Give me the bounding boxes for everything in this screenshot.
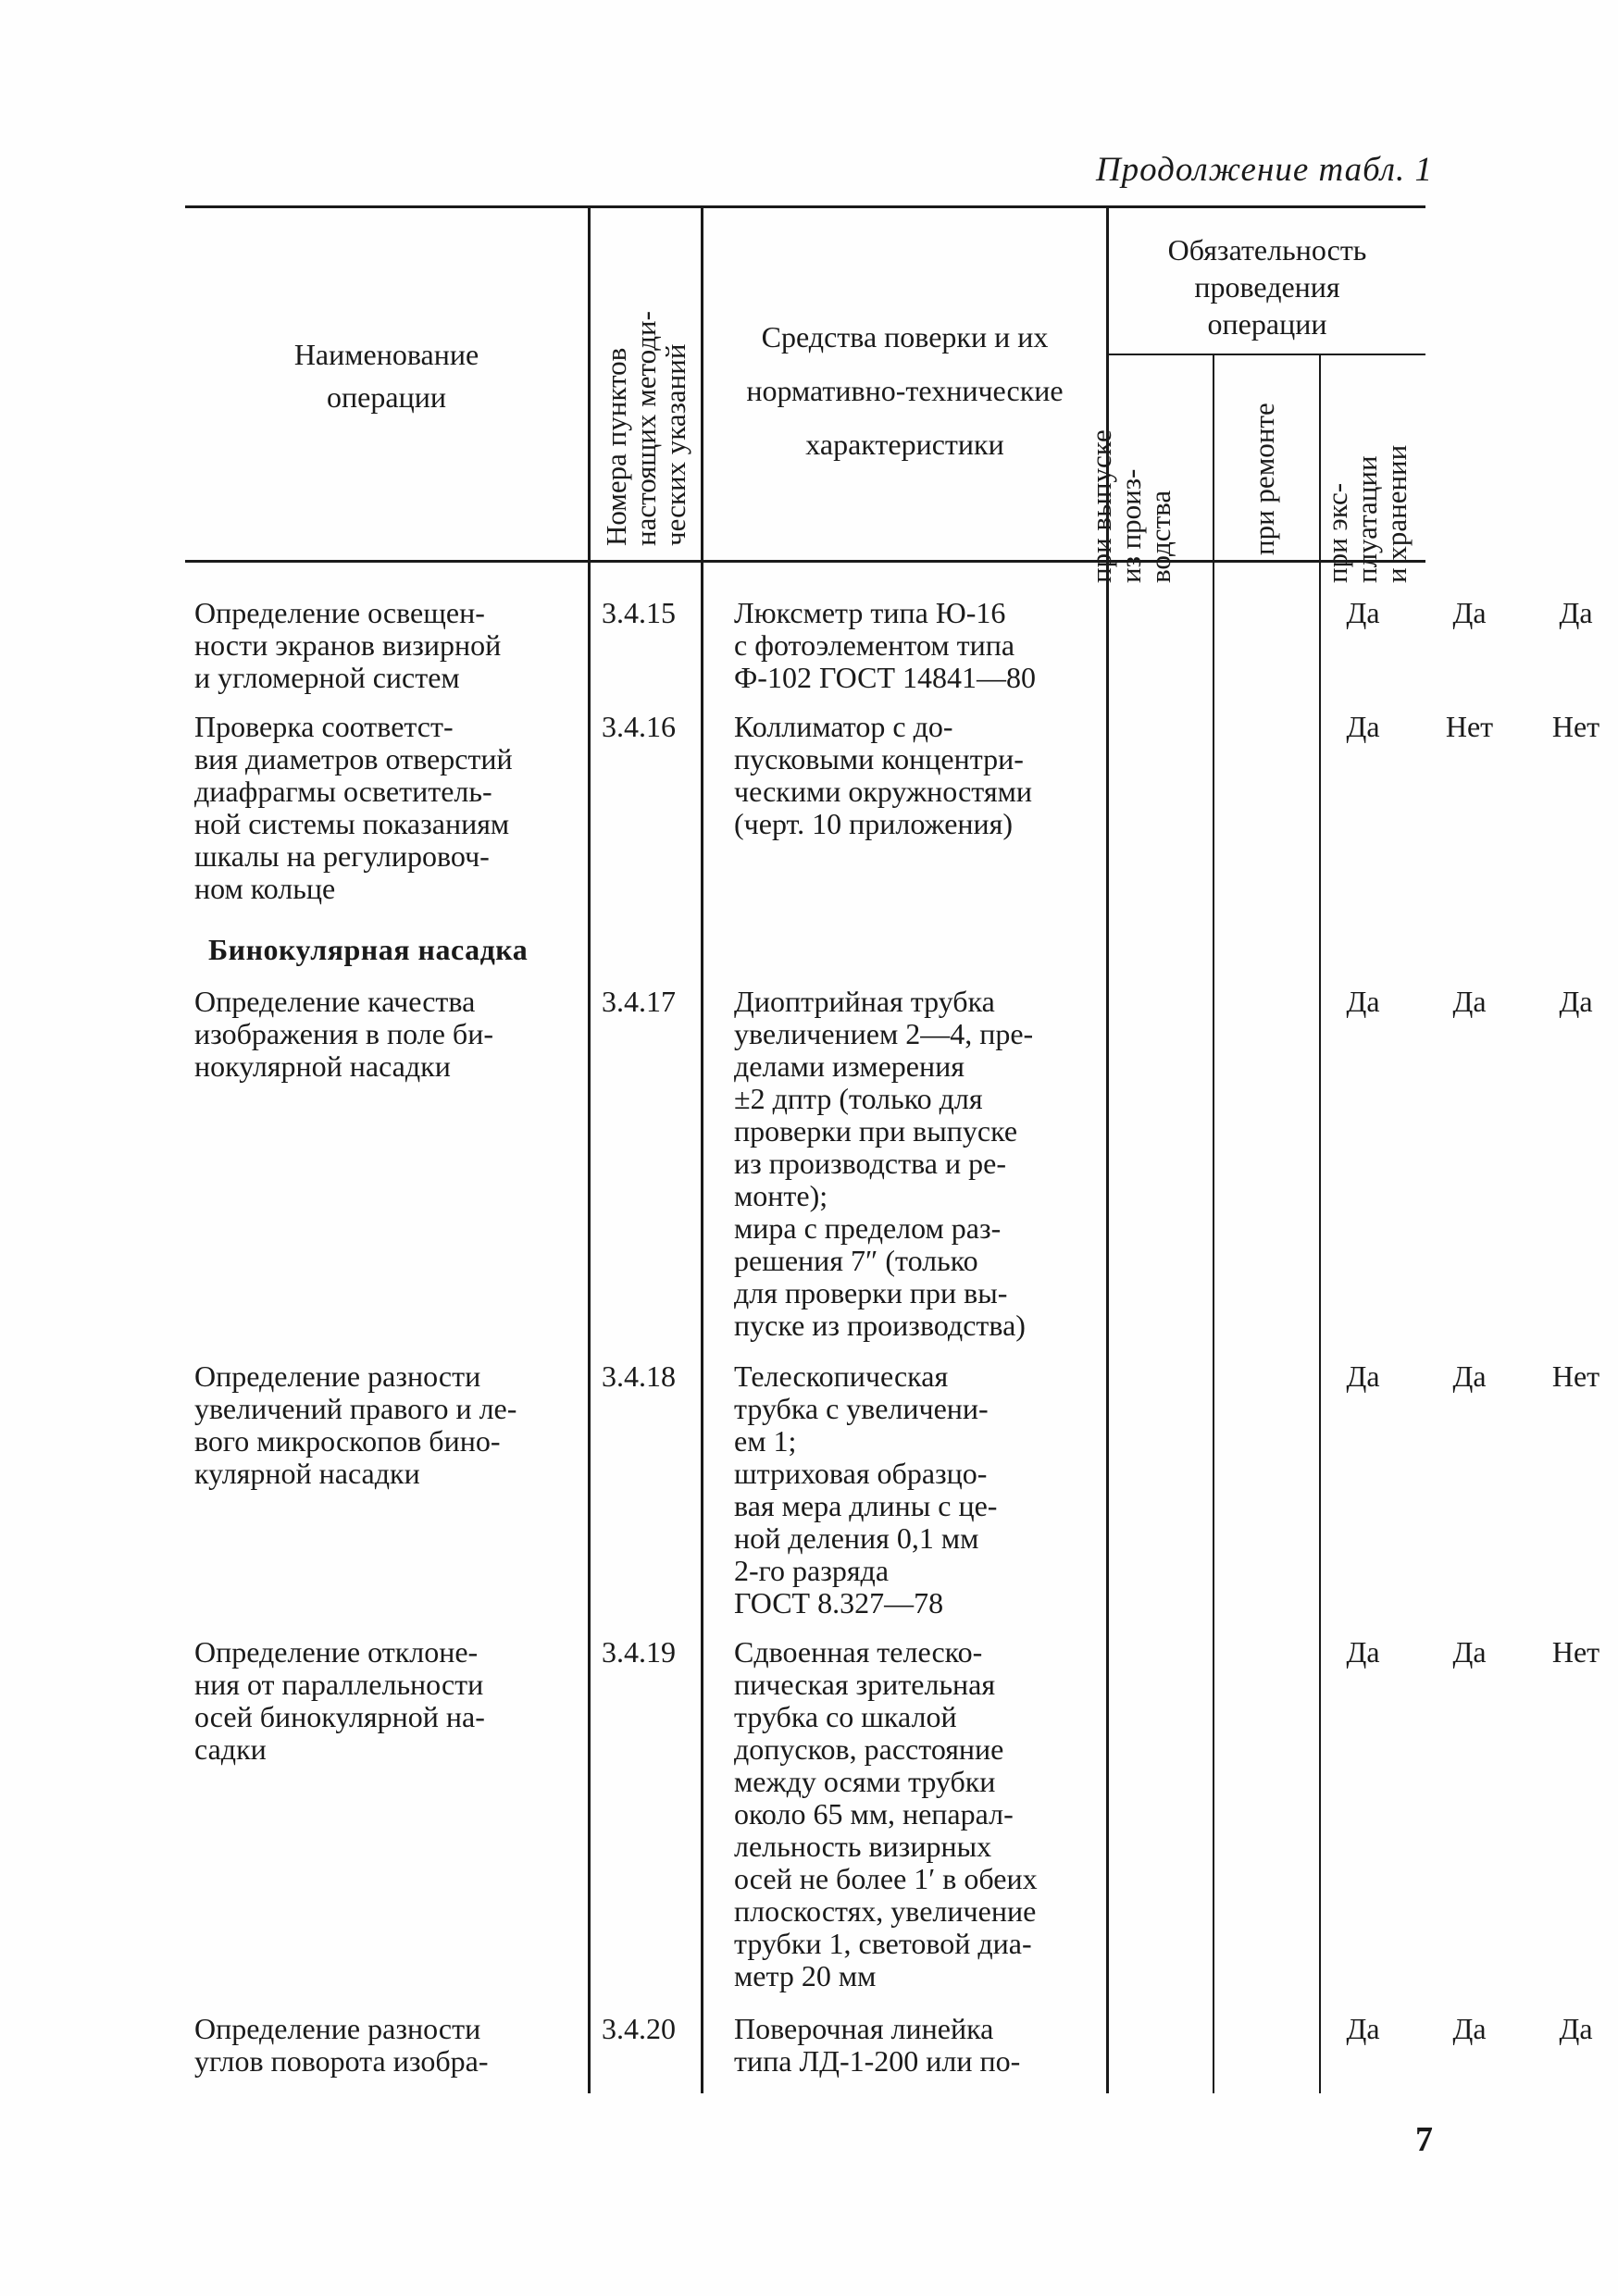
- header-points: Номера пунктов настоящих методи- ческих указаний: [600, 311, 691, 546]
- point-number: 3.4.17: [602, 985, 676, 1018]
- section-title: Бинокулярная насадка: [208, 933, 529, 966]
- operation-name: Проверка соответст- вия диаметров отверстий диафрагмы осветитель- ной системы показаниям шкалы на регулировоч- ном кольце: [194, 710, 513, 905]
- operation-name: Определение разности углов поворота изобра-: [194, 2012, 489, 2078]
- point-number: 3.4.18: [602, 1359, 676, 1393]
- obligation-sub-rule: [1106, 354, 1425, 355]
- obligation-repair: Нет: [1445, 710, 1494, 743]
- obligation-exploitation: Да: [1559, 2012, 1593, 2045]
- table-row: [194, 596, 1593, 708]
- obligation-repair: Да: [1452, 985, 1487, 1018]
- table-row: [194, 710, 1600, 905]
- point-number: 3.4.16: [602, 710, 676, 743]
- verification-means: Диоптрийная трубка увеличением 2—4, пре- делами измерения ±2 дптр (только для проверки при выпуске из производства и ре- монте); мира с пределом раз- решения 7″ (только для проверки при вы- пуске из производства): [734, 985, 1034, 1342]
- obligation-release: Да: [1346, 2012, 1380, 2045]
- table-row: [194, 985, 1593, 1347]
- obligation-release: Да: [1346, 710, 1380, 743]
- header-name: Наименование операции: [293, 338, 479, 414]
- verification-means: Коллиматор с до- пусковыми концентри- ческими окружностями (черт. 10 приложения): [734, 710, 1032, 840]
- obligation-release: Да: [1346, 596, 1380, 629]
- table-top-rule: [185, 205, 1425, 208]
- operation-name: Определение отклоне- ния от параллельности осей бинокулярной на- садки: [194, 1635, 485, 1766]
- obligation-exploitation: Нет: [1551, 710, 1600, 743]
- table-row: [194, 1635, 1600, 1997]
- table-continuation-caption: Продолжение табл. 1: [1095, 151, 1433, 189]
- obligation-exploitation: Да: [1559, 985, 1593, 1018]
- obligation-repair: Да: [1452, 1359, 1487, 1393]
- header-means: Средства поверки и их нормативно-технические характеристики: [746, 320, 1064, 461]
- point-number: 3.4.15: [602, 596, 676, 629]
- verification-means: Сдвоенная телеско- пическая зрительная трубка со шкалой допусков, расстояние между осями трубки около 65 мм, непарал- лельность визирных осей не более 1′ в обеих плоскостях, увеличение трубки 1, световой диа- метр 20 мм: [734, 1635, 1038, 1992]
- obligation-repair: Да: [1452, 2012, 1487, 2045]
- obligation-repair: Да: [1452, 1635, 1487, 1669]
- header-sub-release: при выпуске из произ- водства: [1085, 429, 1176, 583]
- header-sub-repair: при ремонте: [1248, 403, 1280, 555]
- table-row: [194, 1359, 1600, 1629]
- obligation-exploitation: Да: [1559, 596, 1593, 629]
- obligation-release: Да: [1346, 1359, 1380, 1393]
- verification-means: Люксметр типа Ю-16 с фотоэлементом типа Ф-102 ГОСТ 14841—80: [734, 596, 1037, 694]
- obligation-release: Да: [1346, 1635, 1380, 1669]
- point-number: 3.4.20: [602, 2012, 676, 2045]
- header-bottom-rule: [185, 560, 1425, 563]
- header-obligation: Обязательность проведения операции: [1167, 233, 1367, 341]
- header-sub-exploitation: при экс- плуатации и хранении: [1321, 444, 1413, 583]
- page-number: 7: [1415, 2120, 1433, 2159]
- operation-name: Определение качества изображения в поле би- нокулярной насадки: [194, 985, 493, 1083]
- obligation-release: Да: [1346, 985, 1380, 1018]
- verification-means: Поверочная линейка типа ЛД-1-200 или по-: [734, 2012, 1021, 2078]
- operation-name: Определение освещен- ности экранов визирной и угломерной систем: [194, 596, 502, 694]
- obligation-exploitation: Нет: [1551, 1359, 1600, 1393]
- obligation-repair: Да: [1452, 596, 1487, 629]
- verification-means: Телескопическая трубка с увеличени- ем 1; штриховая образцо- вая мера длины с це- ной деления 0,1 мм 2-го разряда ГОСТ 8.327—78: [734, 1359, 998, 1620]
- operation-name: Определение разности увеличений правого и ле- вого микроскопов бино- кулярной насадки: [194, 1359, 517, 1490]
- obligation-exploitation: Нет: [1551, 1635, 1600, 1669]
- table-row: [194, 2012, 1593, 2087]
- point-number: 3.4.19: [602, 1635, 676, 1669]
